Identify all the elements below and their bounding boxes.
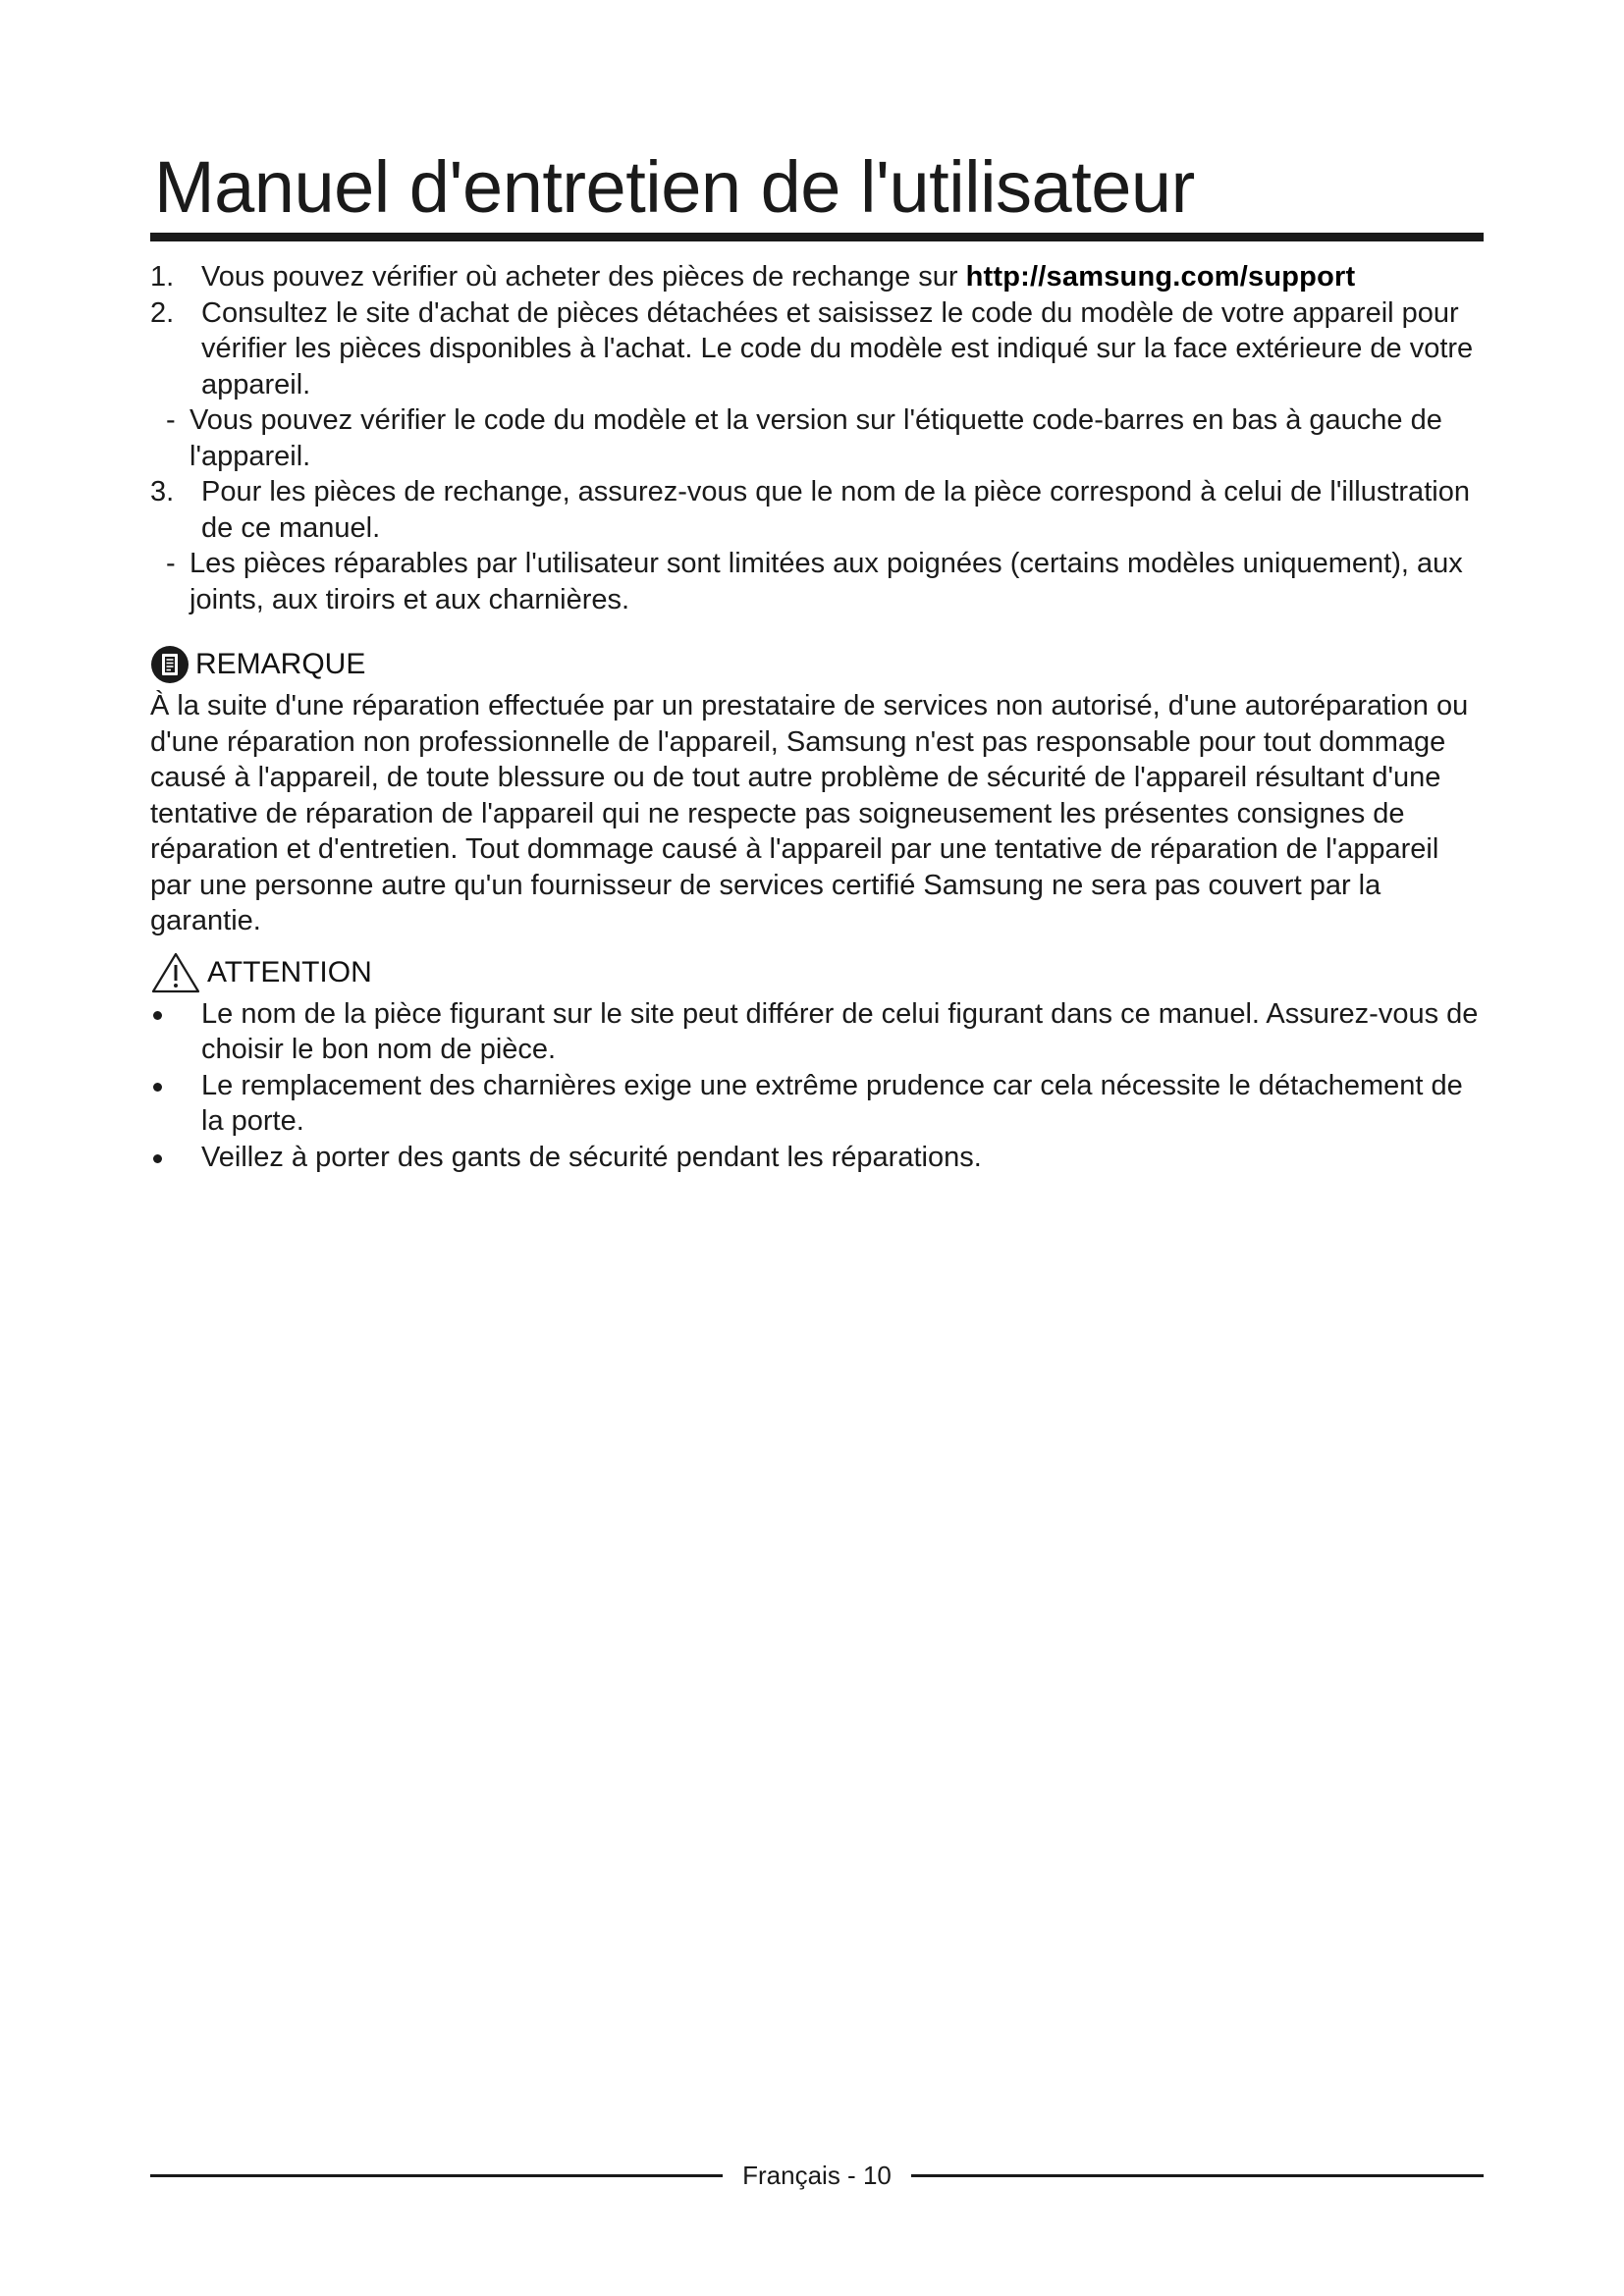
- step-text-content: Vous pouvez vérifier où acheter des pièces de rechange sur: [201, 261, 966, 294]
- step-2: [150, 295, 1484, 403]
- step-1: [150, 259, 1484, 295]
- attention-list: [150, 996, 1484, 1176]
- attention-item-text: Veillez à porter des gants de sécurité pendant les réparations.: [201, 1141, 982, 1173]
- attention-heading-label: ATTENTION: [207, 955, 372, 988]
- sub-dash: -: [166, 404, 176, 437]
- page-footer: [150, 2156, 1484, 2195]
- bullet-dot: [153, 1154, 162, 1163]
- attention-heading: [150, 953, 1484, 992]
- note-heading: [150, 645, 1484, 684]
- attention-item-text: Le nom de la pièce figurant sur le site peut différer de celui figurant dans ce manuel. Assurez-vous de choisir le bon nom de pièce.: [201, 997, 1479, 1066]
- step-number: 3.: [150, 476, 175, 508]
- manual-page: [150, 147, 1484, 1175]
- note-text: À la suite d'une réparation effectuée par un prestataire de services non autorisé, d'une autoréparation ou d'une réparation non professionnelle de l'appareil, Samsung n'est pas responsable pour tout dommage causé à l'appareil, de toute blessure ou de tout autre problème de sécurité de l'appareil résultant d'une tentative de réparation de l'appareil qui ne respecte pas soigneusement les présentes consignes de réparation et d'entretien. Tout dommage causé à l'appareil par une tentative de réparation de l'appareil par une personne autre qu'un fournisseur de services certifié Samsung ne sera pas couvert par la garantie.: [150, 690, 1469, 937]
- bullet-dot: [153, 1083, 162, 1092]
- step-text: Consultez le site d'achat de pièces détachées et saisissez le code du modèle de votre appareil pour vérifier les pièces disponibles à l'achat. Le code du modèle est indiqué sur la face extérieure de votre appareil.: [201, 296, 1474, 400]
- warning-icon: [150, 951, 201, 994]
- steps-list: [150, 259, 1484, 617]
- attention-item: [150, 1140, 1484, 1176]
- step-3-subitem: [150, 546, 1484, 617]
- step-text: [201, 261, 1355, 293]
- sub-text: Vous pouvez vérifier le code du modèle et la version sur l'étiquette code-barres en bas à gauche de l'appareil.: [189, 404, 1442, 472]
- note-icon: [150, 645, 189, 684]
- footer-rule-left: [150, 2174, 723, 2177]
- note-heading-label: REMARQUE: [195, 648, 366, 681]
- page-title: Manuel d'entretien de l'utilisateur: [154, 146, 1195, 228]
- step-text: Pour les pièces de rechange, assurez-vous que le nom de la pièce correspond à celui de l'illustration de ce manuel.: [201, 476, 1470, 544]
- attention-item: [150, 996, 1484, 1068]
- title-underline: [150, 233, 1484, 241]
- page-number: Français - 10: [742, 2160, 892, 2190]
- support-link[interactable]: http://samsung.com/support: [965, 261, 1356, 294]
- step-3: [150, 474, 1484, 546]
- bullet-dot: [153, 1011, 162, 1020]
- attention-item-text: Le remplacement des charnières exige une extrême prudence car cela nécessite le détachement de la porte.: [201, 1069, 1463, 1138]
- step-number: 2.: [150, 296, 175, 329]
- footer-rule-right: [911, 2174, 1484, 2177]
- step-2-subitem: [150, 402, 1484, 474]
- sub-text: Les pièces réparables par l'utilisateur sont limitées aux poignées (certains modèles uniquement), aux joints, aux tiroirs et aux charnières.: [189, 548, 1463, 615]
- step-number: 1.: [150, 261, 175, 294]
- sub-dash: -: [166, 548, 176, 580]
- attention-item: [150, 1068, 1484, 1140]
